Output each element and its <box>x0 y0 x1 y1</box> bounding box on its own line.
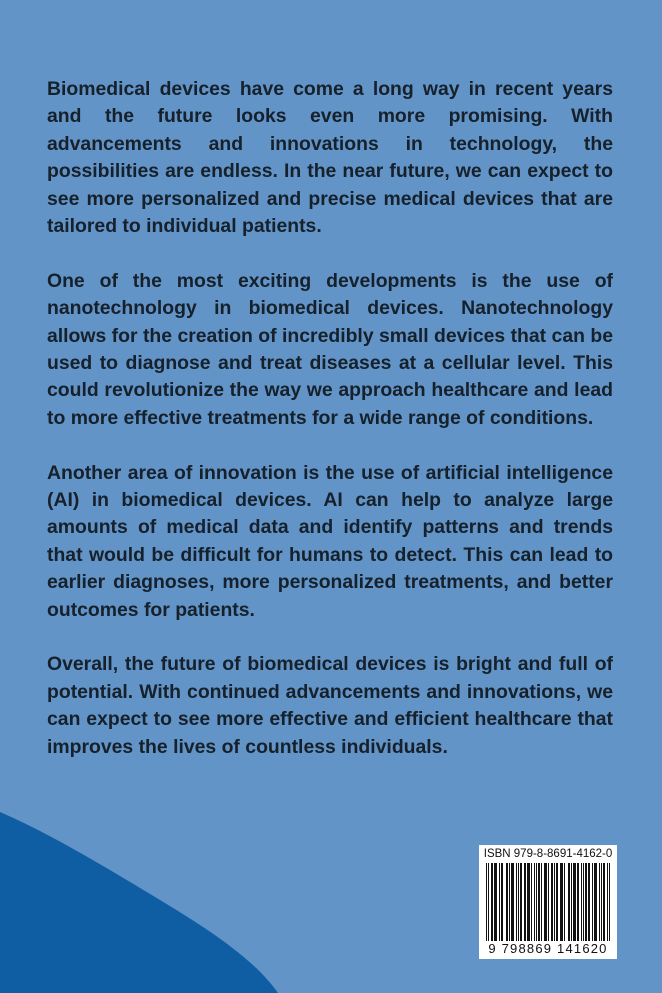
barcode-bar <box>552 863 553 941</box>
barcode-bar <box>492 863 493 941</box>
barcode-bar <box>538 863 539 941</box>
barcode-bar <box>495 863 496 941</box>
barcode-bar <box>507 863 508 941</box>
barcode-bar <box>573 863 574 941</box>
barcode-bar <box>536 863 537 941</box>
barcode-bar <box>588 863 589 941</box>
wave-shape <box>0 812 278 993</box>
barcode-bar <box>486 863 487 941</box>
barcode-bar <box>604 863 605 941</box>
barcode-bar <box>518 863 519 941</box>
barcode-bar <box>512 863 513 941</box>
barcode-bar <box>557 863 558 941</box>
barcode-bar <box>586 863 587 941</box>
barcode-bar <box>494 863 495 941</box>
barcode-bar <box>513 863 514 941</box>
barcode-bar <box>596 863 597 941</box>
barcode-bar <box>581 863 582 941</box>
barcode-bar <box>545 863 546 941</box>
barcode-bar <box>561 863 562 941</box>
barcode-bar <box>499 863 500 941</box>
barcode-bar <box>548 863 549 941</box>
barcode-bar <box>527 863 528 941</box>
barcode-bar <box>594 863 595 941</box>
barcode-bar <box>585 863 586 941</box>
barcode-bar <box>524 863 525 941</box>
barcode-bar <box>529 863 530 941</box>
barcode-bar <box>601 863 602 941</box>
barcode-bar <box>534 863 535 941</box>
barcode-bar <box>501 863 502 941</box>
barcode-bar <box>491 863 492 941</box>
paragraph-intro: Biomedical devices have come a long way in recent years and the future looks even more promising. With advancements and innovations in technology, the possibilities are endless. In the near future, we can expect to see more personalized and precise medical devices that are tailored to individual patients. <box>47 78 613 238</box>
barcode-bar <box>560 863 561 941</box>
isbn-label: ISBN 979-8-8691-4162-0 <box>483 848 613 860</box>
barcode-bar <box>562 863 563 941</box>
barcode-bar <box>599 863 600 941</box>
barcode-bar <box>511 863 512 941</box>
barcode-bar <box>556 863 557 941</box>
barcode-bar <box>528 863 529 941</box>
barcode-bars <box>486 863 610 941</box>
barcode-bar <box>574 863 575 941</box>
barcode-bar <box>496 863 497 941</box>
barcode-bar <box>564 863 565 941</box>
paragraph-conclusion: Overall, the future of biomedical devices is bright and full of potential. With continued advancements and innovations, we can expect to see more effective and efficient healthcare that improves the lives of countless individuals. <box>47 653 613 758</box>
barcode-bar <box>521 863 522 941</box>
barcode-bar <box>595 863 596 941</box>
barcode-bar <box>544 863 545 941</box>
barcode-bar <box>569 863 570 941</box>
barcode-bar <box>577 863 578 941</box>
barcode-bar <box>546 863 547 941</box>
barcode-bar <box>525 863 526 941</box>
paragraph-nanotechnology: One of the most exciting developments is the use of nanotechnology in biomedical devices. Nanotechnology allows for the creation of incredibly small devices that can be used to diagnose and treat diseases at a cellular level. This could revolutionize the way we approach healthcare and lead to more effective treatments for a wide range of conditions. <box>47 269 613 429</box>
barcode-bar <box>531 863 532 941</box>
barcode-bar <box>607 863 608 941</box>
barcode-bar <box>589 863 590 941</box>
barcode-bar <box>609 863 610 941</box>
barcode-bar <box>592 863 593 941</box>
barcode-bar <box>520 863 521 941</box>
barcode-bar <box>488 863 489 941</box>
paragraph-ai: Another area of innovation is the use of artificial intelligence (AI) in biomedical devices. AI can help to analyze large amounts of medical data and identify patterns and trends that would be difficult for humans to detect. This can lead to earlier diagnoses, more personalized treatments, and better outcomes for patients. <box>47 461 613 621</box>
barcode-bar <box>578 863 579 941</box>
barcode-bar <box>551 863 552 941</box>
barcode-bar <box>509 863 510 941</box>
barcode-bar <box>539 863 540 941</box>
barcode-bar <box>502 863 503 941</box>
description-text <box>47 76 613 789</box>
barcode-bar <box>575 863 576 941</box>
barcode-number: 9 798869 141620 <box>488 941 608 956</box>
barcode-bar <box>516 863 517 941</box>
barcode-bar <box>506 863 507 941</box>
barcode-bar <box>583 863 584 941</box>
barcode-bar <box>568 863 569 941</box>
barcode-bar <box>541 863 542 941</box>
isbn-barcode <box>479 845 617 959</box>
barcode-bar <box>554 863 555 941</box>
barcode-bar <box>571 863 572 941</box>
barcode-bar <box>603 863 604 941</box>
